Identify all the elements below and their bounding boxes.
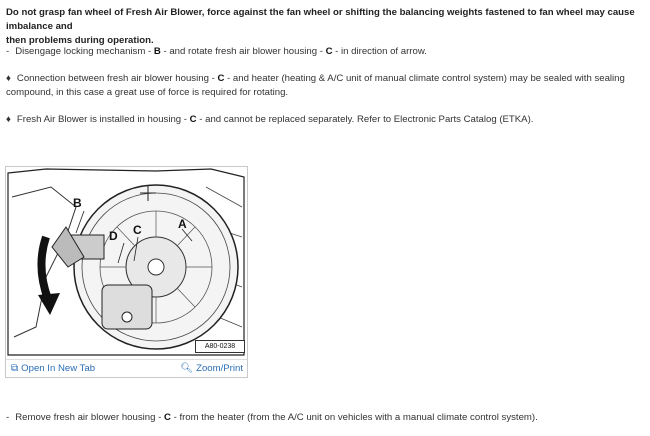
magnifier-icon: 🔍︎ [180,363,194,374]
part-ref-c: C [189,114,197,125]
operation-warning [6,6,648,48]
warning-line-2: then problems during operation. [6,35,154,46]
step-remove-housing: - Remove fresh air blower housing - C - from the heater (from the A/C unit on vehicles with a manual climate control system). [6,412,538,423]
part-ref-c: C [325,46,333,57]
zoom-print-label: Zoom/Print [196,363,243,374]
open-tab-icon: ⧉ [11,363,19,374]
step-marker: - [6,412,10,423]
part-ref-b: B [153,46,161,57]
part-ref-c: C [163,412,171,423]
part-ref-c: C [217,73,225,84]
open-in-new-tab-label: Open In New Tab [21,363,96,374]
figure-ref-code: A80-0238 [195,340,245,353]
step-marker: - [6,46,10,57]
figure-toolbar [6,359,247,377]
warning-line-1: Do not grasp fan wheel of Fresh Air Blower, force against the fan wheel or shifting the balancing weights fastened to fan wheel may cause imbalance and [6,7,635,32]
open-in-new-tab-link[interactable] [11,360,95,377]
note-marker: ♦ [6,114,11,125]
note-sealing-compound: ♦ Connection between fresh air blower housing - C - and heater (heating & A/C unit of manual climate control system) may be sealed with sealing compound, in this case a great use of force is required for rotating. [6,72,646,99]
note-marker: ♦ [6,73,11,84]
zoom-print-link[interactable] [180,360,243,377]
note-line-2: compound, in this case a great use of force is required for rotating. [6,86,289,98]
step-disengage-lock: - Disengage locking mechanism - B - and rotate fresh air blower housing - C - in direction of arrow. [6,46,427,57]
note-blower-not-replaceable: ♦ Fresh Air Blower is installed in housing - C - and cannot be replaced separately. Refer to Electronic Parts Catalog (ETKA). [6,114,534,125]
callout-a: A [178,217,187,231]
blower-housing-figure[interactable] [5,166,248,378]
callout-d: D [109,229,118,243]
callout-b: B [73,196,82,210]
blower-housing-illustration [6,167,247,359]
callout-c: C [133,223,142,237]
